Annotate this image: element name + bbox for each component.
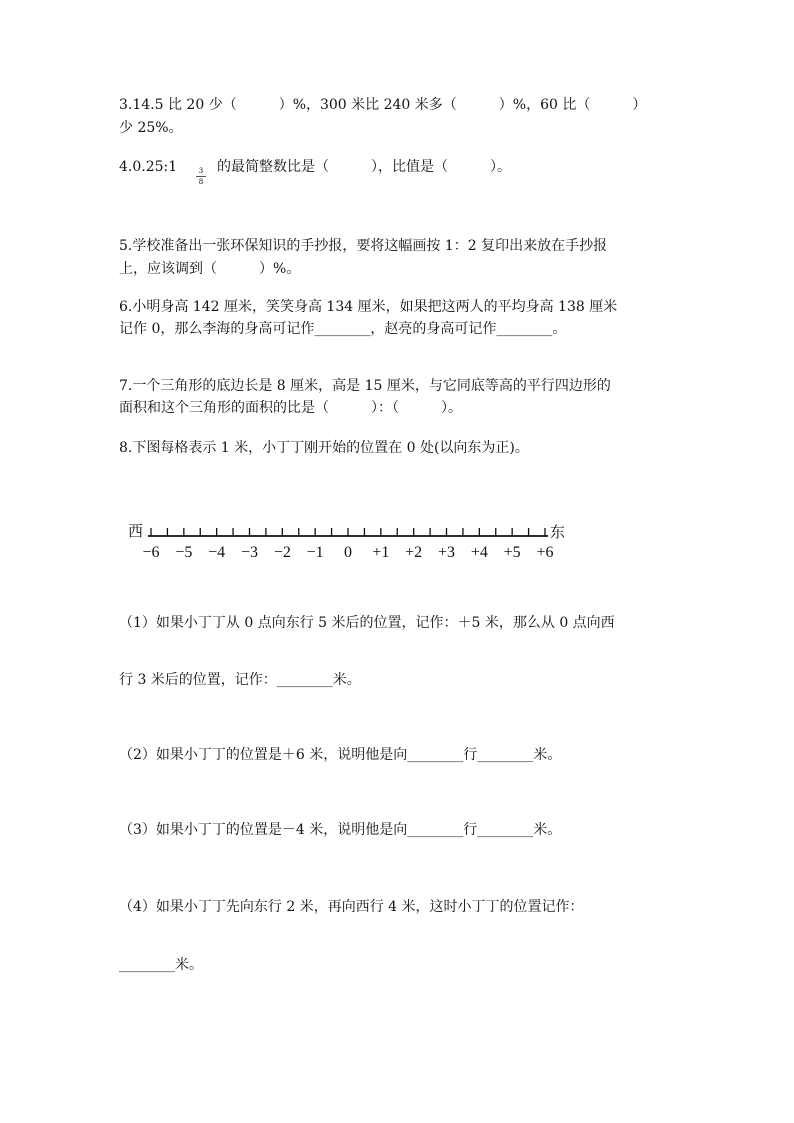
number-line-label: +1 xyxy=(372,544,390,561)
q4-suffix: 的最简整数比是（ ），比值是（ ）。 xyxy=(217,159,511,175)
q6-line1: 6.小明身高 142 厘米，笑笑身高 134 厘米，如果把这两人的平均身高 138 厘米 xyxy=(119,299,618,315)
number-line-west-label: 西 xyxy=(128,522,144,540)
number-line-label: −4 xyxy=(208,544,226,561)
s4-line1: （4）如果小丁丁先向东行 2 米，再向西行 4 米，这时小丁丁的位置记作： xyxy=(119,899,584,915)
q3-line1: 3.14.5 比 20 少（ ）%，300 米比 240 米多（ ）%，60 比（ ） xyxy=(119,97,647,113)
q5-line1: 5.学校准备出一张环保知识的手抄报，要将这幅画按 1：2 复印出来放在手抄报 xyxy=(119,238,608,254)
q5-line2: 上，应该调到（ ）%。 xyxy=(119,261,301,277)
number-line-label: +4 xyxy=(470,544,488,561)
q3-line2: 少 25%。 xyxy=(119,120,183,136)
number-line-label: −1 xyxy=(306,544,324,561)
s1-line1: （1）如果小丁丁从 0 点向东行 5 米后的位置，记作：＋5 米，那么从 0 点向西 xyxy=(119,615,615,631)
q7-line2: 面积和这个三角形的面积的比是（ ）：（ ）。 xyxy=(119,400,462,416)
q4-prefix: 4.0.25:1 xyxy=(119,159,178,175)
q6-line2: 记作 0，那么李海的身高可记作________，赵亮的身高可记作________。 xyxy=(119,321,567,337)
s2-line: （2）如果小丁丁的位置是＋6 米，说明他是向________行________米。 xyxy=(119,747,562,763)
s4-line2: ________米。 xyxy=(119,957,203,973)
number-line-label: −6 xyxy=(142,544,160,561)
number-line-label: −3 xyxy=(240,544,259,561)
q8-line1: 8.下图每格表示 1 米，小丁丁刚开始的位置在 0 处(以向东为正)。 xyxy=(119,440,529,456)
number-line-label: +5 xyxy=(503,544,521,561)
q4-fraction-denominator: 8 xyxy=(198,178,204,186)
number-line-label: −2 xyxy=(273,544,291,561)
number-line-label: +2 xyxy=(405,544,423,561)
number-line-label: −5 xyxy=(175,544,193,561)
s1-line2: 行 3 米后的位置，记作：________米。 xyxy=(119,672,361,688)
s3-line: （3）如果小丁丁的位置是－4 米，说明他是向________行________米。 xyxy=(119,822,562,838)
q7-line1: 7.一个三角形的底边长是 8 厘米，高是 15 厘米，与它同底等高的平行四边形的 xyxy=(119,378,611,394)
number-line-label: +3 xyxy=(437,544,456,561)
number-line-east-label: 东 xyxy=(550,523,566,541)
number-line-label: +6 xyxy=(536,544,554,561)
q4-fraction-numerator: 3 xyxy=(198,167,204,175)
number-line-label: 0 xyxy=(344,544,352,561)
